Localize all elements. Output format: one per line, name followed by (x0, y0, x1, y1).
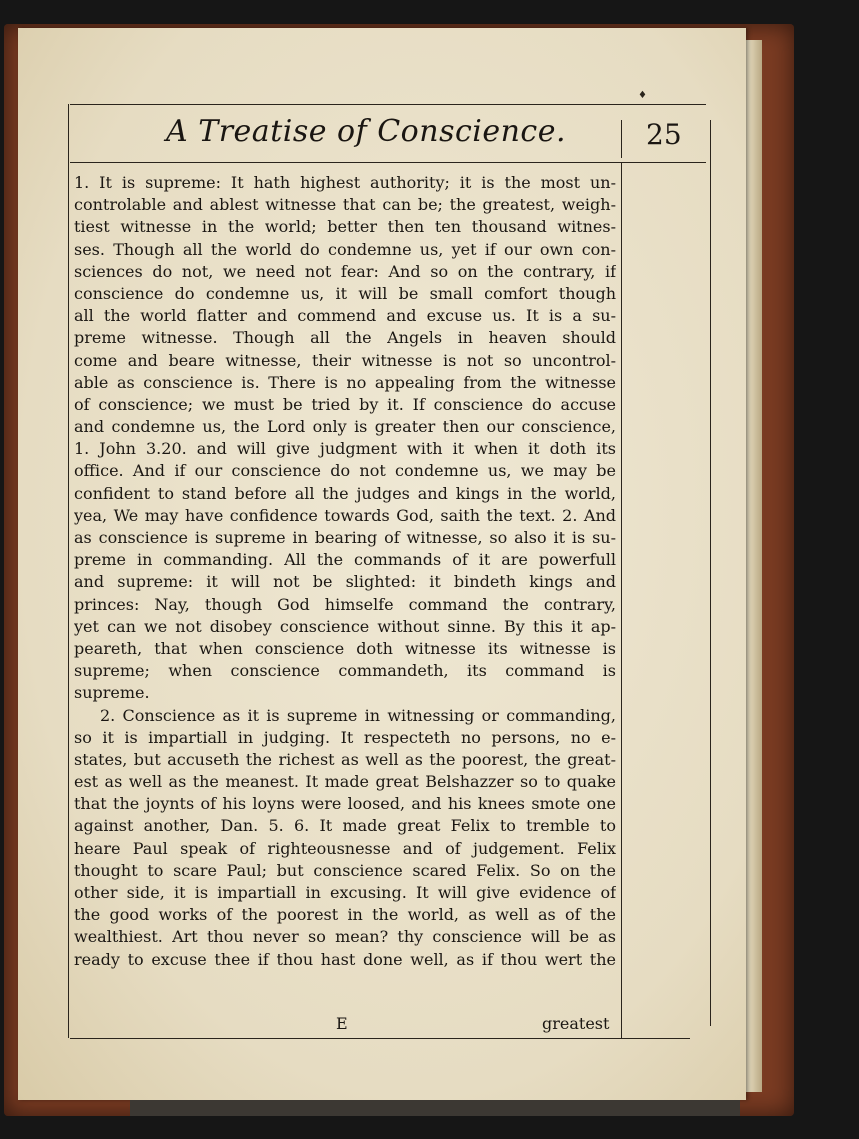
text-line: 1. John 3.20. and will give judgment with it when it doth its (74, 439, 616, 459)
text-line: ready to excuse thee if thou hast done well, as if thou wert the (74, 949, 616, 969)
text-line: and condemne us, the Lord only is greater then our conscience, (74, 417, 616, 437)
text-line: 1. It is supreme: It hath highest authority; it is the most un- (74, 173, 616, 192)
text-line: 2. Conscience as it is supreme in witnessing or commanding, (100, 705, 616, 725)
text-line: come and beare witnesse, their witnesse is not so uncontrol- (74, 350, 616, 370)
text-line: supreme; when conscience commandeth, its command is (74, 661, 616, 681)
text-line: preme in commanding. All the commands of it are powerfull (74, 550, 616, 570)
text-line: so it is impartiall in judging. It respecteth no persons, no e- (74, 727, 616, 747)
text-line: conscience do condemne us, it will be small comfort though (74, 283, 616, 303)
text-line: other side, it is impartiall in excusing. It will give evidence of (74, 883, 616, 902)
bottom-rule (70, 1038, 690, 1039)
outer-rule (710, 120, 711, 1026)
text-line: est as well as the meanest. It made great Belshazzer so to quake (74, 772, 616, 792)
text-line: princes: Nay, though God himselfe command the contrary, (74, 594, 616, 614)
text-line: and supreme: it will not be slighted: it bindeth kings and (74, 572, 616, 592)
text-line: yet can we not disobey conscience without sinne. By this it ap- (74, 616, 616, 636)
text-line: peareth, that when conscience doth witnesse its witnesse is (74, 638, 616, 658)
text-line: as conscience is supreme in bearing of witnesse, so also it is su- (74, 528, 616, 547)
signature-mark: E (336, 1014, 348, 1033)
header-rule (70, 162, 706, 163)
text-line: preme witnesse. Though all the Angels in heaven should (74, 328, 616, 348)
text-line: office. And if our conscience do not condemne us, we may be (74, 461, 616, 481)
top-rule (70, 104, 706, 105)
text-line: controlable and ablest witnesse that can be; the greatest, weigh- (74, 195, 616, 215)
text-line: yea, We may have confidence towards God, saith the text. 2. And (74, 505, 616, 525)
text-line: tiest witnesse in the world; better then ten thousand witnes- (74, 217, 616, 237)
body-text (74, 172, 616, 971)
text-line: confident to stand before all the judges and kings in the world, (74, 483, 616, 503)
right-rule (621, 162, 622, 1038)
text-line: that the joynts of his loyns were loosed, and his knees smote one (74, 794, 616, 814)
text-line: states, but accuseth the richest as well as the poorest, the great- (74, 749, 616, 769)
text-line: the good works of the poorest in the world, as well as of the (74, 905, 616, 925)
text-line: of conscience; we must be tried by it. If conscience do accuse (74, 394, 616, 414)
left-rule (68, 104, 69, 1038)
ornament-mark: ♦ (638, 90, 647, 101)
text-line: wealthiest. Art thou never so mean? thy conscience will be as (74, 927, 616, 947)
running-title: A Treatise of Conscience. (166, 114, 567, 149)
book-page (18, 28, 746, 1100)
catchword: greatest (542, 1014, 610, 1033)
text-line: against another, Dan. 5. 6. It made great Felix to tremble to (74, 816, 616, 836)
text-line: heare Paul speak of righteousnesse and of judgement. Felix (74, 838, 616, 858)
text-line: thought to scare Paul; but conscience scared Felix. So on the (74, 860, 616, 880)
text-line: sciences do not, we need not fear: And so on the contrary, if (74, 261, 616, 281)
text-line: able as conscience is. There is no appealing from the witnesse (74, 372, 616, 392)
page-number: 25 (646, 118, 682, 151)
header-separator (621, 120, 622, 158)
binding-shadow (130, 1100, 740, 1116)
text-line: ses. Though all the world do condemne us, yet if our own con- (74, 239, 616, 259)
text-line: all the world flatter and commend and excuse us. It is a su- (74, 306, 616, 326)
text-line: supreme. (74, 683, 150, 703)
